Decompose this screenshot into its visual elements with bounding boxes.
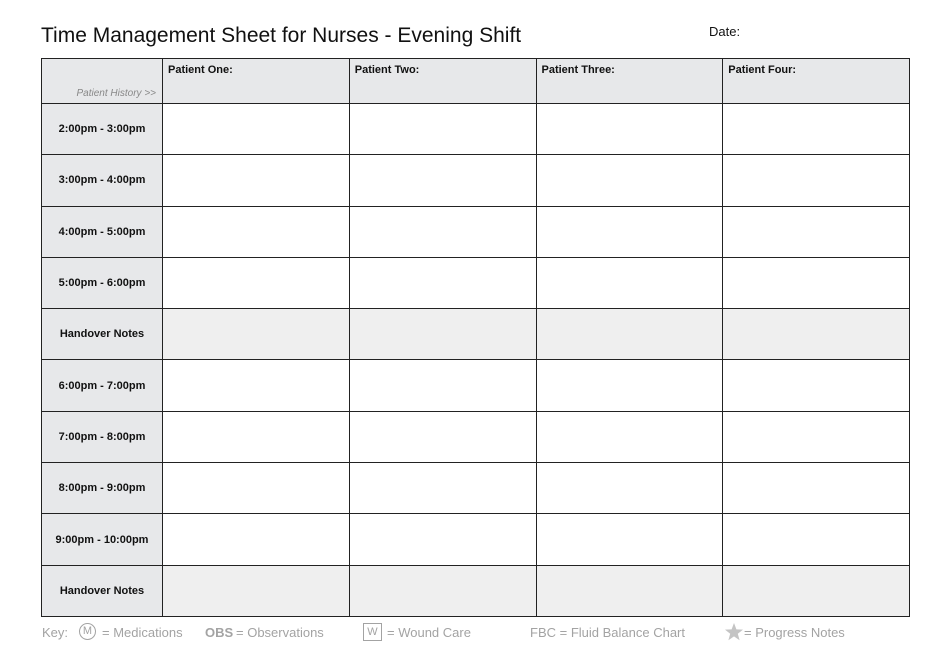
time-slot-row	[42, 360, 910, 411]
patient-cell[interactable]	[723, 463, 910, 514]
key-legend	[0, 624, 950, 644]
patient-cell[interactable]	[349, 206, 536, 257]
patient-cell[interactable]	[349, 360, 536, 411]
time-slot-label: 5:00pm - 6:00pm	[42, 257, 163, 308]
patient-cell[interactable]	[536, 565, 723, 616]
patient-cell[interactable]	[349, 155, 536, 206]
handover-notes-label: Handover Notes	[42, 565, 163, 616]
patient-cell[interactable]	[536, 257, 723, 308]
patient-cell[interactable]	[163, 360, 350, 411]
key-fluid-balance-chart: FBC = Fluid Balance Chart	[530, 625, 685, 640]
patient-cell[interactable]	[536, 104, 723, 155]
patient-cell[interactable]	[536, 411, 723, 462]
time-slot-label: 9:00pm - 10:00pm	[42, 514, 163, 565]
patient-cell[interactable]	[723, 257, 910, 308]
key-wound-care: = Wound Care	[387, 625, 471, 640]
time-slot-label: 2:00pm - 3:00pm	[42, 104, 163, 155]
patient-cell[interactable]	[163, 257, 350, 308]
patient-cell[interactable]	[723, 565, 910, 616]
patient-cell[interactable]	[536, 463, 723, 514]
patient-cell[interactable]	[163, 565, 350, 616]
patient-cell[interactable]	[349, 463, 536, 514]
patient-cell[interactable]	[163, 411, 350, 462]
key-obs-abbr: OBS	[205, 625, 234, 640]
patient-cell[interactable]	[163, 104, 350, 155]
date-label: Date:	[709, 24, 741, 39]
wound-care-icon: W	[363, 623, 382, 641]
patient-cell[interactable]	[536, 514, 723, 565]
patient-cell[interactable]	[349, 104, 536, 155]
page-title: Time Management Sheet for Nurses - Evening Shift	[41, 24, 522, 47]
patient-cell[interactable]	[163, 206, 350, 257]
patient-cell[interactable]	[163, 463, 350, 514]
patient-cell[interactable]	[536, 155, 723, 206]
patient-three-header: Patient Three:	[536, 59, 723, 104]
patient-cell[interactable]	[723, 411, 910, 462]
patient-cell[interactable]	[723, 360, 910, 411]
time-slot-label: 4:00pm - 5:00pm	[42, 206, 163, 257]
patient-cell[interactable]	[536, 360, 723, 411]
patient-cell[interactable]	[723, 155, 910, 206]
star-icon	[724, 622, 744, 642]
patient-cell[interactable]	[349, 565, 536, 616]
time-slot-label: 8:00pm - 9:00pm	[42, 463, 163, 514]
time-slot-row	[42, 206, 910, 257]
key-label: Key:	[42, 625, 69, 640]
patient-history-label: Patient History >>	[42, 59, 163, 104]
time-slot-row	[42, 463, 910, 514]
handover-row	[42, 309, 910, 360]
patient-cell[interactable]	[723, 514, 910, 565]
patient-cell[interactable]	[536, 206, 723, 257]
handover-notes-label: Handover Notes	[42, 309, 163, 360]
time-slot-label: 6:00pm - 7:00pm	[42, 360, 163, 411]
time-slot-label: 7:00pm - 8:00pm	[42, 411, 163, 462]
patient-cell[interactable]	[723, 104, 910, 155]
patient-four-header: Patient Four:	[723, 59, 910, 104]
patient-cell[interactable]	[723, 206, 910, 257]
time-slot-row	[42, 514, 910, 565]
patient-cell[interactable]	[349, 309, 536, 360]
time-slot-label: 3:00pm - 4:00pm	[42, 155, 163, 206]
key-observations: = Observations	[236, 625, 324, 640]
patient-cell[interactable]	[536, 309, 723, 360]
patient-cell[interactable]	[163, 514, 350, 565]
patient-cell[interactable]	[349, 514, 536, 565]
key-progress-notes: = Progress Notes	[744, 625, 845, 640]
time-slot-row	[42, 104, 910, 155]
time-slot-row	[42, 411, 910, 462]
time-management-table	[41, 58, 910, 617]
medications-icon: M	[79, 623, 96, 640]
patient-cell[interactable]	[163, 155, 350, 206]
patient-cell[interactable]	[349, 257, 536, 308]
patient-cell[interactable]	[349, 411, 536, 462]
key-medications: = Medications	[102, 625, 183, 640]
handover-row	[42, 565, 910, 616]
patient-cell[interactable]	[163, 309, 350, 360]
patient-cell[interactable]	[723, 309, 910, 360]
header-row	[42, 59, 910, 104]
patient-one-header: Patient One:	[163, 59, 350, 104]
time-slot-row	[42, 155, 910, 206]
patient-two-header: Patient Two:	[349, 59, 536, 104]
time-slot-row	[42, 257, 910, 308]
